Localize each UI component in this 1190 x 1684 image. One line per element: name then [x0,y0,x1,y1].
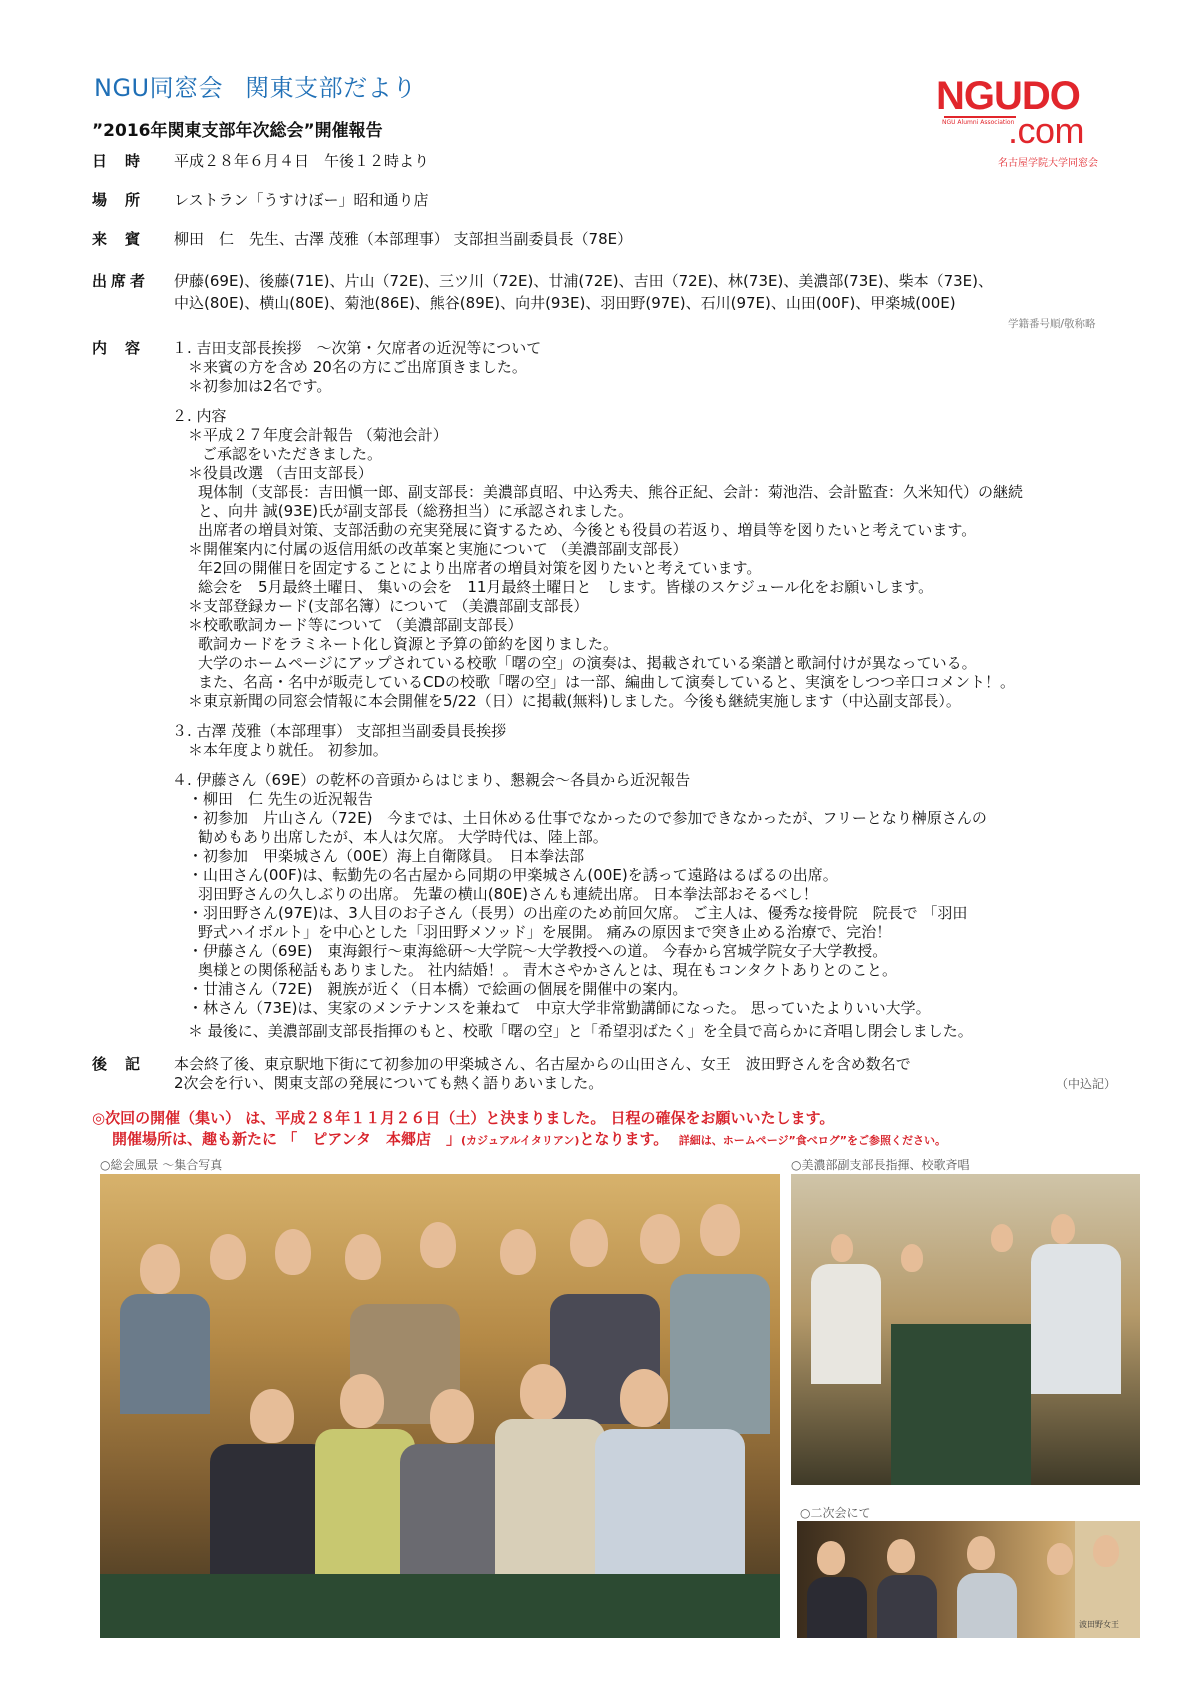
report-title: ”2016年関東支部年次総会”開催報告 [92,121,383,141]
content-line: ４. 伊藤さん（69E）の乾杯の音頭からはじまり、懇親会～各員から近況報告 [172,771,691,789]
face [1093,1535,1119,1567]
content-line: と、向井 誠(93E)氏が副支部長（総務担当）に承認されました。 [198,502,634,520]
place-label: 場所 [92,191,159,209]
guest-label: 来賓 [92,230,159,248]
content-line: 野式ハイボルト」を中心とした「羽田野メソッド」を展開。 痛みの原因まで突き止める治療で、完治！ [198,923,892,941]
content-line: 歌詞カードをラミネート化し資源と予算の節約を図りました。 [198,635,619,653]
content-line: １. 吉田支部長挨拶 ～次第・欠席者の近況等について [172,339,542,357]
content-line: ＊初参加は2名です。 [188,377,332,395]
face [500,1229,536,1275]
face [620,1369,668,1427]
org-name: NGU同窓会 [94,74,224,102]
logo-caption: 名古屋学院大学同窓会 [998,158,1098,169]
group-photo-caption: ○総会風景 ～集合写真 [100,1158,223,1172]
logo-small-text: NGU Alumni Association [942,119,1015,126]
face [275,1229,311,1275]
figure [210,1444,330,1584]
face [1051,1214,1075,1244]
second-party-photo [797,1521,1140,1638]
figure [495,1419,605,1589]
content-line: ＊役員改選 （吉田支部長） [188,464,373,482]
content-line: ・柳田 仁 先生の近況報告 [188,790,373,808]
logo-text-ngudo: NGUDO [936,74,1080,118]
content-line: ＊東京新聞の同窓会情報に本会開催を5/22（日）に掲載(無料)しました。今後も継続実施します（中込副支部長）。 [188,692,961,710]
attendee-line-2: 中込(80E)、横山(80E)、菊池(86E)、熊谷(89E)、向井(93E)、羽田野(97E)、石川(97E)、山田(00F)、甲楽城(00E) [174,294,956,312]
face [700,1204,740,1256]
postscript-author: （中込記） [1056,1077,1117,1091]
face [991,1224,1013,1252]
logo-underline [944,116,1016,118]
figure [400,1444,510,1594]
face [831,1234,853,1262]
face [140,1244,180,1294]
content-label: 内容 [92,339,159,357]
figure [670,1274,770,1434]
face [901,1244,923,1272]
content-line: 総会を 5月最終土曜日、 集いの会を 11月最終土曜日と します。皆様のスケジュール化をお願いします。 [198,578,934,596]
face [420,1222,456,1268]
figure [807,1577,867,1638]
face [570,1219,608,1267]
content-line: 羽田野さんの久しぶりの出席。 先輩の横山(80E)さんも連続出席。 日本拳法部おそるべし！ [198,885,818,903]
content-line: ・初参加 甲楽城さん（00E）海上自衛隊員。 日本拳法部 [188,847,585,865]
queen-caption: 波田野女王 [1079,1620,1119,1629]
content-line: ＊開催案内に付属の返信用紙の改革案と実施について （美濃部副支部長） [188,540,688,558]
content-line: ＊ 最後に、美濃部副支部長指揮のもと、校歌「曙の空」と「希望羽ばたく」を全員で高らかに斉唱し閉会しました。 [188,1022,973,1040]
content-line: ・林さん（73E)は、実家のメンテナンスを兼ねて 中京大学非常勤講師になった。 思っていたよりいい大学。 [188,999,931,1017]
content-line: 出席者の増員対策、支部活動の充実発展に資するため、今後とも役員の若返り、増員等を図りたいと考えています。 [198,521,977,539]
content-line: 大学のホームページにアップされている校歌「曙の空」の演奏は、掲載されている楽譜と歌詞付けが異なっている。 [198,654,977,672]
face [345,1234,381,1280]
figure [1031,1244,1121,1394]
next-event-line-1: ◎次回の開催（集い） は、平成２８年１１月２６日（土）と決まりました。 日程の確保をお願いいたします。 [92,1109,835,1127]
face [817,1541,845,1575]
figure [120,1294,210,1414]
figure [957,1573,1017,1638]
face [250,1389,294,1443]
face [640,1214,680,1264]
postscript-label: 後記 [92,1055,159,1073]
content-line: ・初参加 片山さん（72E) 今までは、土日休める仕事でなかったので参加できなかったが、フリーとなり榊原さんの [188,809,987,827]
group-photo [100,1174,780,1638]
content-line: ・廿浦さん（72E) 親族が近く（日本橋）で絵画の個展を開催中の案内。 [188,980,688,998]
content-line: ・伊藤さん（69E) 東海銀行～東海総研～大学院～大学教授への道。 今春から宮城学院女子大学教授。 [188,942,888,960]
banquet-table [891,1324,1031,1485]
second-party-caption: ○二次会にて [800,1506,871,1520]
face [967,1536,995,1570]
content-line: ３. 古澤 茂雅（本部理事） 支部担当副委員長挨拶 [172,722,507,740]
venue-detail: 詳細は、ホームページ”食べログ”をご参照ください。 [678,1134,946,1147]
postscript-line-2: 2次会を行い、関東支部の発展についても熱く語りあいました。 [174,1074,604,1092]
next-event-line-2 [112,1128,946,1149]
guest-value: 柳田 仁 先生、古澤 茂雅（本部理事） 支部担当副委員長（78E） [174,230,633,248]
queen-photo-inset [1075,1521,1140,1638]
figure [877,1575,937,1638]
content-line: 奥様との関係秘話もありました。 社内結婚！。 青木さやかさんとは、現在もコンタクトありとのこと。 [198,961,897,979]
face [210,1234,246,1280]
postscript-line-1: 本会終了後、東京駅地下街にて初参加の甲楽城さん、名古屋からの山田さん、女王 波田野さんを含め数名で [174,1055,911,1073]
content-line: ＊本年度より就任。 初参加。 [188,741,388,759]
figure [811,1264,881,1384]
content-line: ・山田さん(00F)は、転勤先の名古屋から同期の甲楽城さん(00E)を誘って遠路はるばるの出席。 [188,866,838,884]
face [340,1374,384,1428]
content-line: 年2回の開催日を固定することにより出席者の増員対策を図りたいと考えています。 [198,559,762,577]
newsletter-name: 関東支部だより [245,74,417,102]
content-line: また、名高・名中が販売しているCDの校歌「曙の空」は一部、編曲して演奏していると、実演をしつつ辛口コメント！。 [198,673,1016,691]
content-line: ２. 内容 [172,407,227,425]
logo-text-com: .com [1008,110,1085,151]
attendee-note: 学籍番号順/敬称略 [1008,318,1096,330]
attendee-label: 出席者 [92,272,150,290]
newsletter-title [94,68,417,103]
venue-text: 開催場所は、趣も新たに 「 ピアンタ 本郷店 」 [112,1130,462,1148]
content-line: 現体制（支部長：吉田愼一郎、副支部長：美濃部貞昭、中込秀夫、熊谷正紀、会計：菊池浩、会計監査：久米知代）の継続 [198,483,1024,501]
attendee-line-1: 伊藤(69E)、後藤(71E)、片山（72E)、三ツ川（72E)、廿浦(72E)、吉田（72E)、林(73E)、美濃部(73E)、柴本（73E)、 [174,272,994,290]
content-line: 勧めもあり出席したが、本人は欠席。 大学時代は、陸上部。 [198,828,608,846]
date-label: 日時 [92,152,159,170]
face [430,1389,474,1443]
venue-genre: (カジュアルイタリアン) [461,1134,580,1147]
place-value: レストラン「うすけぼー」昭和通り店 [174,191,429,209]
face [887,1539,915,1573]
content-line: ＊校歌歌詞カード等について （美濃部副支部長） [188,616,523,634]
content-line: ＊平成２７年度会計報告 （菊池会計） [188,426,448,444]
face [1047,1543,1073,1575]
content-line: ご承認をいただきました。 [202,445,383,463]
content-line: ＊支部登録カード(支部名簿）について （美濃部副支部長） [188,597,589,615]
face [520,1364,566,1420]
date-value: 平成２８年６月４日 午後１２時より [174,152,430,170]
singing-photo-caption: ○美濃部副支部長指揮、校歌斉唱 [791,1158,970,1172]
dinner-table [100,1574,780,1638]
ngudo-logo[interactable] [936,74,1136,169]
content-line: ＊来賓の方を含め 20名の方にご出席頂きました。 [188,358,527,376]
venue-suffix: となります。 [579,1130,669,1148]
content-line: ・羽田野さん(97E)は、3人目のお子さん（長男）の出産のため前回欠席。 ご主人は、優秀な接骨院 院長で 「羽田 [188,904,968,922]
singing-photo [791,1174,1140,1485]
